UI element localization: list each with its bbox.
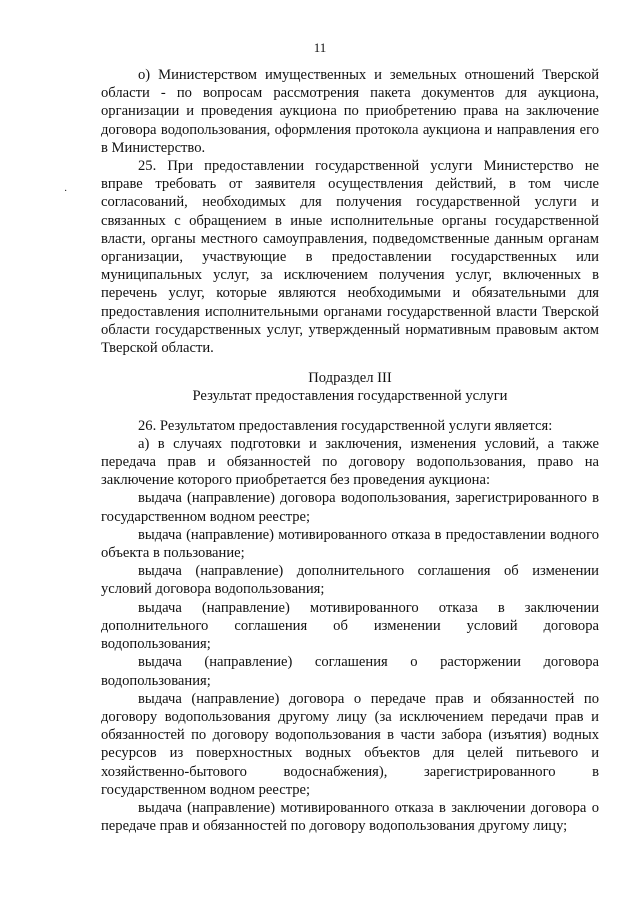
paragraph-25: 25. При предоставлении государственной услуги Министерство не вправе требовать от заявителя осуществления действий, в том числе согласований, необходимых для получения государственной услуги и связанных с обращением в иные исполнительные органы государственной власти, органы местного самоуправления, подведомственные данным органам организации, участвующие в предоставлении государственных или муниципальных услуг, за исключением получения услуг, включенных в перечень услуг, которые являются необходимыми и обязательными для предоставления исполнительными органами государственной власти Тверской области государственных услуг, утвержденный нормативным правовым актом Тверской области. xyxy=(101,158,599,357)
paragraph-26: 26. Результатом предоставления государственной услуги является: xyxy=(138,417,553,434)
list-item: выдача (направление) соглашения о расторжении договора водопользования; xyxy=(101,654,599,689)
list-item: выдача (направление) мотивированного отказа в заключении дополнительного соглашения об изменении условий договора водопользования; xyxy=(101,599,599,653)
list-item: выдача (направление) договора о передаче прав и обязанностей по договору водопользования другому лицу (за исключением передачи прав и обязанностей по договору водопользования в части забора (изъятия) водных ресурсов из поверхностных водных объектов для целей питьевого и хозяйственно-бытового водоснабжения), зарегистрированного в государственном водном реестре; xyxy=(101,690,599,798)
list-item: выдача (направление) договора водопользования, зарегистрированного в государственном водном реестре; xyxy=(101,490,599,525)
subsection-title: Результат предоставления государственной услуги xyxy=(192,388,508,405)
margin-mark: · xyxy=(64,186,68,197)
list-item: выдача (направление) дополнительного соглашения об изменении условий договора водопользования; xyxy=(101,563,599,598)
paragraph-item-o: о) Министерством имущественных и земельных отношений Тверской области - по вопросам рассмотрения пакета документов для аукциона, организации и проведения аукциона по приобретению права на заключение договора водопользования, оформления протокола аукциона и направления его в Министерство. xyxy=(101,67,599,156)
page-number: 11 xyxy=(313,40,327,55)
list-item: выдача (направление) мотивированного отказа в предоставлении водного объекта в пользование; xyxy=(101,526,599,562)
document-body xyxy=(101,66,599,835)
subsection-label: Подраздел III xyxy=(308,370,392,387)
list-item: выдача (направление) мотивированного отказа в заключении договора о передаче прав и обязанностей по договору водопользования другому лицу; xyxy=(101,799,599,835)
paragraph-item-a: а) в случаях подготовки и заключения, изменения условий, а также передача прав и обязанностей по договору водопользования, право на заключение которого приобретается без проведения аукциона: xyxy=(101,435,599,489)
